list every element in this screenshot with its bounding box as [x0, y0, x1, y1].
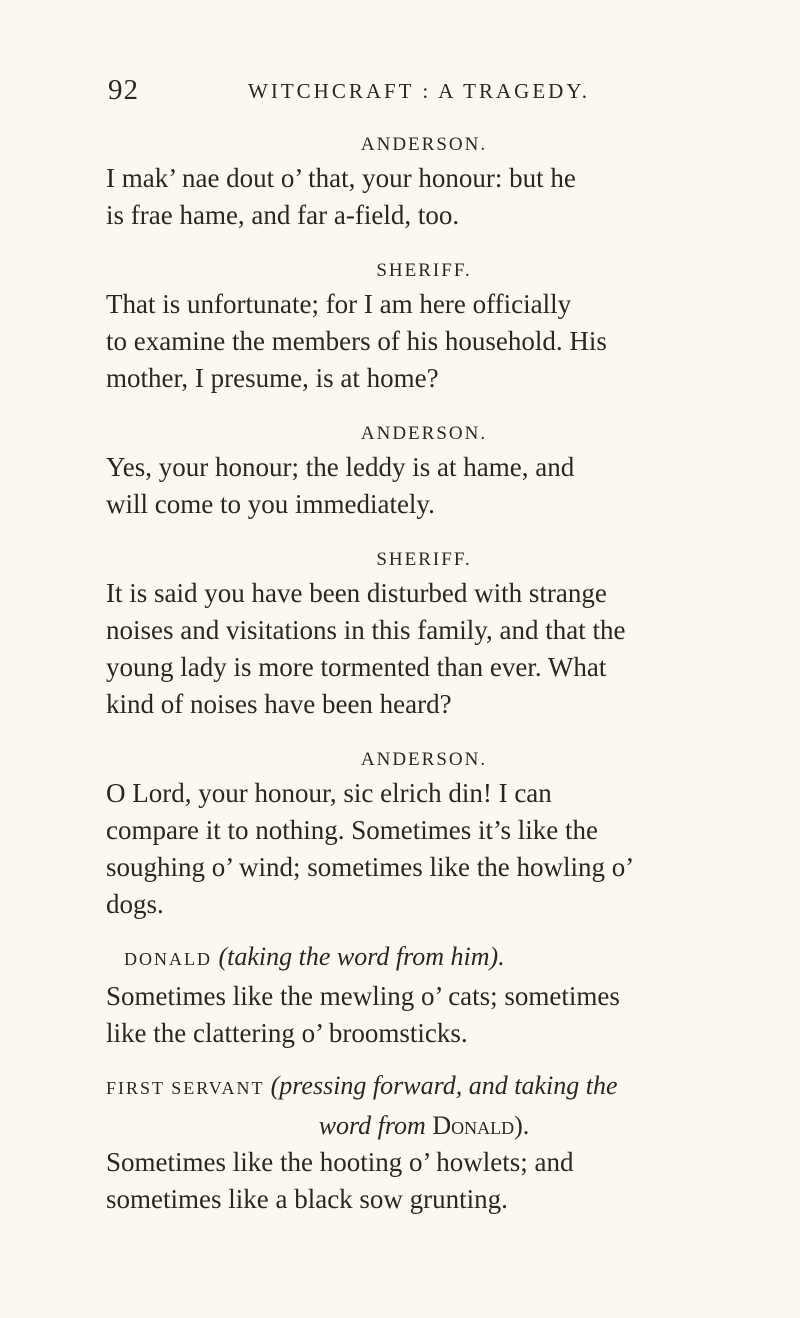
- speaker-name: SHERIFF.: [376, 549, 472, 570]
- speech: [106, 775, 742, 923]
- speech: [106, 449, 742, 523]
- stage-direction-end: ).: [514, 1111, 530, 1140]
- speech-line: That is unfortunate; for I am here officially: [106, 289, 572, 319]
- running-head: [0, 74, 800, 110]
- speaker-name: FIRST SERVANT: [106, 1078, 271, 1098]
- speech-line: will come to you immediately.: [106, 489, 435, 519]
- speech-line: mother, I presume, is at home?: [106, 363, 439, 393]
- speech-line: young lady is more tormented than ever. What: [106, 652, 607, 682]
- stage-direction: word from: [318, 1111, 433, 1140]
- speech-line: compare it to nothing. Sometimes it’s like the: [106, 815, 598, 845]
- speaker-name: ANDERSON.: [360, 749, 488, 770]
- page-number: 92: [108, 74, 139, 106]
- running-title: WITCHCRAFT : A TRAGEDY.: [248, 79, 591, 103]
- speech: [106, 575, 742, 723]
- speech-line: dogs.: [106, 889, 164, 919]
- stage-direction: (taking the word from him).: [218, 942, 505, 971]
- speech: [106, 286, 742, 397]
- speech-line: It is said you have been disturbed with strange: [106, 578, 607, 608]
- speech-line: soughing o’ wind; sometimes like the howling o’: [106, 852, 635, 882]
- speech-line: kind of noises have been heard?: [106, 689, 452, 719]
- speech-line: noises and visitations in this family, and that the: [106, 615, 626, 645]
- donald-speaker-line: [106, 938, 742, 978]
- speech: [106, 978, 742, 1052]
- speaker-name: ANDERSON.: [360, 423, 488, 444]
- speech-line: O Lord, your honour, sic elrich din! I can: [106, 778, 552, 808]
- stage-direction: (pressing forward, and taking the: [270, 1071, 618, 1100]
- speech-line: I mak’ nae dout o’ that, your honour: but he: [106, 163, 576, 193]
- speech: [106, 160, 742, 234]
- speaker-name: SHERIFF.: [376, 260, 472, 281]
- speech: [106, 1144, 742, 1218]
- speaker-name: DONALD: [124, 949, 219, 969]
- servant-speaker-line: [106, 1067, 742, 1107]
- speech-line: sometimes like a black sow grunting.: [106, 1184, 508, 1214]
- speaker-name: ANDERSON.: [360, 134, 488, 155]
- speech-line: Sometimes like the hooting o’ howlets; and: [106, 1147, 574, 1177]
- speech-line: like the clattering o’ broomsticks.: [106, 1018, 468, 1048]
- speech-line: Sometimes like the mewling o’ cats; sometimes: [106, 981, 620, 1011]
- speech-line: Yes, your honour; the leddy is at hame, and: [106, 452, 575, 482]
- stage-direction-continued: [106, 1107, 742, 1144]
- play-text: [106, 130, 742, 1218]
- speech-line: is frae hame, and far a-field, too.: [106, 200, 460, 230]
- character-name: Donald: [432, 1111, 515, 1140]
- speech-line: to examine the members of his household. His: [106, 326, 607, 356]
